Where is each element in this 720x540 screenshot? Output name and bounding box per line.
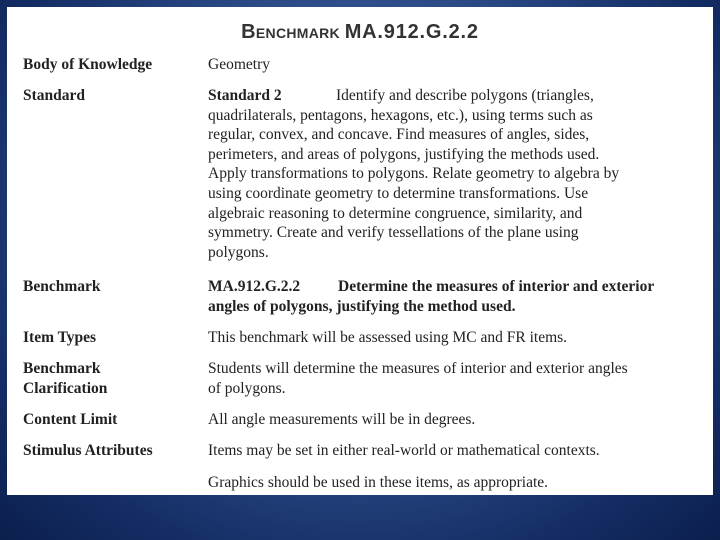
benchmark-line (208, 277, 703, 297)
value-stimulus-attributes-line2: Graphics should be used in these items, as appropriate. (208, 474, 549, 491)
value-item-types: This benchmark will be assessed using MC and FR items. (208, 329, 568, 346)
standard-text-line: quadrilaterals, pentagons, hexagons, etc.), using terms such as (208, 106, 593, 124)
standard-line (208, 86, 703, 106)
label-benchmark-clarification (23, 359, 107, 398)
value-standard (208, 86, 703, 262)
label-stimulus-attributes: Stimulus Attributes (23, 442, 153, 459)
clarification-line: of polygons. (208, 379, 286, 397)
title-code: MA.912.G.2.2 (344, 21, 479, 43)
value-stimulus-attributes-line1: Items may be set in either real-world or mathematical contexts. (208, 442, 600, 459)
standard-text-line: regular, convex, and concave. Find measures of angles, sides, (208, 126, 590, 144)
benchmark-document (7, 7, 713, 495)
standard-code: Standard 2 (208, 87, 282, 104)
label-benchmark: Benchmark (23, 278, 101, 295)
value-body-of-knowledge: Geometry (208, 56, 270, 73)
title-prefix: Benchmark (241, 21, 340, 43)
label-line: Benchmark (23, 360, 101, 377)
value-benchmark-clarification (208, 359, 703, 398)
label-content-limit: Content Limit (23, 411, 118, 428)
standard-text-line: Identify and describe polygons (triangles, (336, 87, 594, 104)
value-benchmark (208, 277, 703, 316)
standard-text-line: polygons. (208, 243, 269, 261)
label-item-types: Item Types (23, 329, 97, 346)
label-standard: Standard (23, 87, 86, 104)
standard-text-line: using coordinate geometry to determine transformations. Use (208, 184, 589, 202)
value-content-limit: All angle measurements will be in degrees. (208, 411, 476, 428)
benchmark-code: MA.912.G.2.2 (208, 278, 301, 295)
benchmark-text-line: Determine the measures of interior and exterior (338, 278, 655, 295)
clarification-line: Students will determine the measures of interior and exterior angles (208, 360, 628, 377)
benchmark-text-line: angles of polygons, justifying the method used. (208, 297, 516, 315)
label-body-of-knowledge: Body of Knowledge (23, 56, 153, 73)
standard-text-line: Apply transformations to polygons. Relate geometry to algebra by (208, 165, 620, 183)
page-title (7, 21, 713, 44)
label-line: Clarification (23, 379, 108, 397)
standard-text-line: symmetry. Create and verify tessellations of the plane using (208, 224, 579, 242)
standard-text-line: perimeters, and areas of polygons, justifying the methods used. (208, 145, 600, 163)
standard-text-line: algebraic reasoning to determine congruence, similarity, and (208, 204, 583, 222)
